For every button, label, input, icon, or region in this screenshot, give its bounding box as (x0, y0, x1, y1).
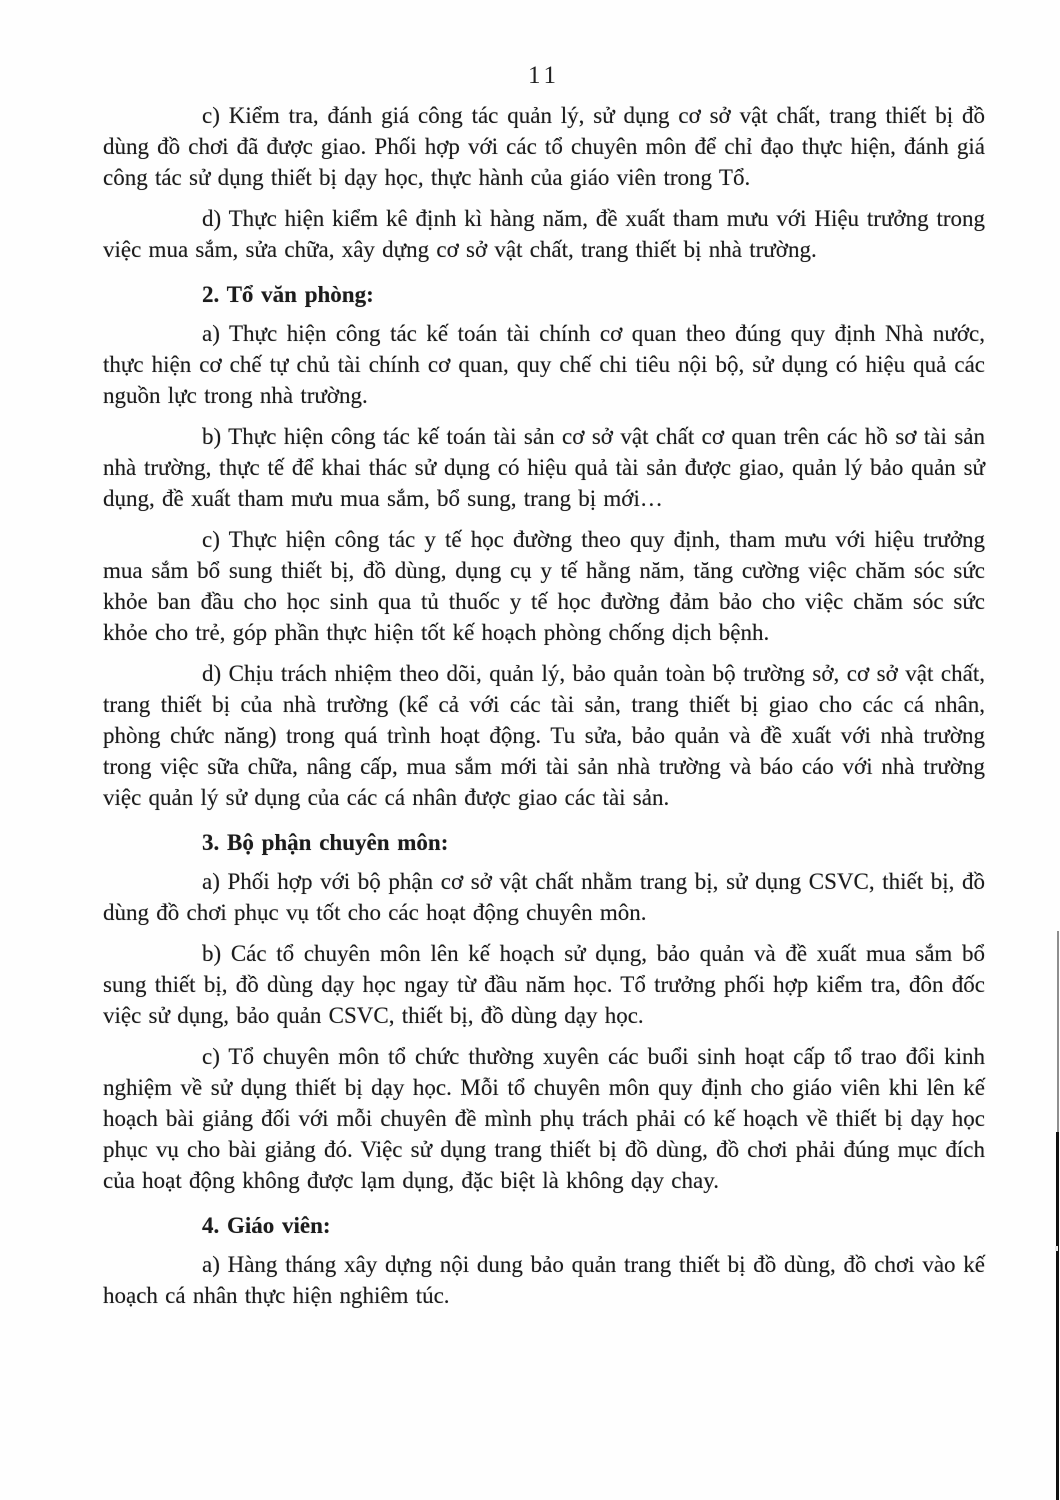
paragraph-section2-item-d: d) Chịu trách nhiệm theo dõi, quản lý, bảo quản toàn bộ trường sở, cơ sở vật chất, trang thiết bị của nhà trường (kể cả với các tài sản, trang thiết bị giao cho các cá nhân, phòng chức năng) trong quá trình hoạt động. Tu sửa, bảo quản và đề xuất với nhà trường trong việc sữa chữa, nâng cấp, mua sắm mới tài sản nhà trường và báo cáo với nhà trường việc quản lý sử dụng của các cá nhân được giao các tài sản. (103, 661, 985, 810)
paragraph-section1-item-c: c) Kiểm tra, đánh giá công tác quản lý, sử dụng cơ sở vật chất, trang thiết bị đồ dùng đồ chơi đã được giao. Phối hợp với các tổ chuyên môn để chỉ đạo thực hiện, đánh giá công tác sử dụng thiết bị dạy học, thực hành của giáo viên trong Tổ. (103, 103, 985, 190)
paragraph-section2-item-c: c) Thực hiện công tác y tế học đường theo quy định, tham mưu với hiệu trưởng mua sắm bổ sung thiết bị, đồ dùng, dụng cụ y tế hằng năm, tăng cường việc chăm sóc sức khỏe ban đầu cho học sinh qua tủ thuốc y tế học đường đảm bảo cho việc chăm sóc sức khỏe cho trẻ, góp phần thực hiện tốt kế hoạch phòng chống dịch bệnh. (103, 527, 985, 645)
page-number: 11 (527, 62, 561, 89)
paragraph-section2-item-a: a) Thực hiện công tác kế toán tài chính cơ quan theo đúng quy định Nhà nước, thực hiện cơ chế tự chủ tài chính cơ quan, quy chế chi tiêu nội bộ, sử dụng có hiệu quả các nguồn lực trong nhà trường. (103, 321, 985, 408)
section-heading-giao-vien: 4. Giáo viên: (202, 1213, 331, 1238)
paragraph-section1-item-d: d) Thực hiện kiểm kê định kì hàng năm, đề xuất tham mưu với Hiệu trưởng trong việc mua sắm, sửa chữa, xây dựng cơ sở vật chất, trang thiết bị nhà trường. (103, 206, 985, 262)
document-body (103, 62, 985, 1311)
paragraph-section4-item-a: a) Hàng tháng xây dựng nội dung bảo quản trang thiết bị đồ dùng, đồ chơi vào kế hoạch cá nhân thực hiện nghiêm túc. (103, 1252, 985, 1308)
section-heading-to-van-phong: 2. Tổ văn phòng: (202, 282, 374, 307)
paragraph-section3-item-b: b) Các tổ chuyên môn lên kế hoạch sử dụng, bảo quản và đề xuất mua sắm bổ sung thiết bị, đồ dùng dạy học ngay từ đầu năm học. Tổ trưởng phối hợp kiểm tra, đôn đốc việc sử dụng, bảo quản CSVC, thiết bị, đồ dùng dạy học. (103, 941, 985, 1028)
paragraph-section2-item-b: b) Thực hiện công tác kế toán tài sản cơ sở vật chất cơ quan trên các hồ sơ tài sản nhà trường, thực tế để khai thác sử dụng có hiệu quả tài sản được giao, quản lý bảo quản sử dụng, đề xuất tham mưu mua sắm, bổ sung, trang bị mới… (103, 424, 985, 511)
scan-artifact-line-gray (1057, 931, 1059, 1132)
paragraph-section3-item-a: a) Phối hợp với bộ phận cơ sở vật chất nhằm trang bị, sử dụng CSVC, thiết bị, đồ dùng đồ chơi phục vụ tốt cho các hoạt động chuyên môn. (103, 869, 985, 925)
paragraph-section3-item-c: c) Tổ chuyên môn tổ chức thường xuyên các buổi sinh hoạt cấp tổ trao đổi kinh nghiệm về sử dụng thiết bị dạy học. Mỗi tổ chuyên môn quy định cho giáo viên khi lên kế hoạch bài giảng đối với mỗi chuyên đề mình phụ trách phải có kế hoạch về thiết bị dạy học phục vụ cho bài giảng đó. Việc sử dụng trang thiết bị đồ dùng, đồ chơi phải đúng mục đích của hoạt động không được lạm dụng, đặc biệt là không dạy chay. (103, 1044, 985, 1193)
scan-artifact-line-black (1056, 1132, 1059, 1500)
section-heading-bo-phan-chuyen-mon: 3. Bộ phận chuyên môn: (202, 830, 449, 855)
scan-artifact-notch (1055, 1246, 1058, 1251)
